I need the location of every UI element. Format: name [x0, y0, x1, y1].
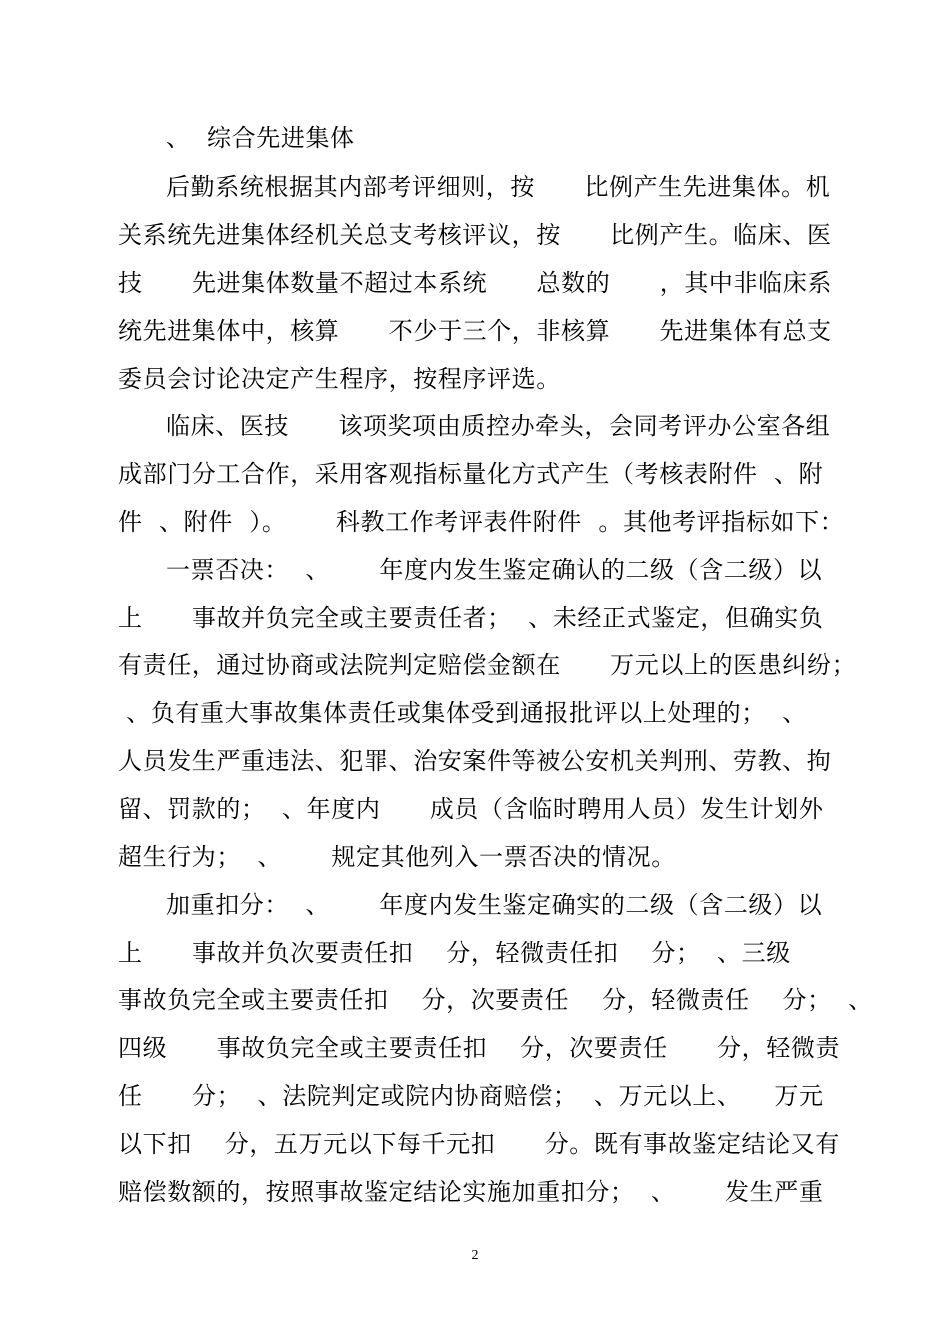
paragraph-line: 技 先进集体数量不超过本系统 总数的 ，其中非临床系	[118, 269, 832, 297]
paragraph-line: 留、罚款的； 、年度内 成员（含临时聘用人员）发生计划外	[118, 795, 824, 823]
paragraph-line: 临床、医技 该项奖项由质控办牵头，会同考评办公室各组	[166, 412, 831, 440]
paragraph-line: 以下扣 分，五万元以下每千元扣 分。既有事故鉴定结论又有	[118, 1130, 840, 1158]
paragraph-line: 上 事故并负完全或主要责任者； 、未经正式鉴定，但确实负	[118, 604, 824, 632]
paragraph-line: 统先进集体中，核算 不少于三个，非核算 先进集体有总支	[118, 317, 832, 345]
paragraph-line: 有责任，通过协商或法院判定赔偿金额在 万元以上的医患纠纷；	[118, 651, 857, 679]
paragraph-line: 、负有重大事故集体责任或集体受到通报批评以上处理的； 、	[118, 699, 807, 727]
paragraph-line: 加重扣分： 、 年度内发生鉴定确实的二级（含二级）以	[166, 891, 823, 919]
paragraph-line: 上 事故并负次要责任扣 分，轻微责任扣 分； 、三级	[118, 939, 791, 967]
paragraph-line: 委员会讨论决定产生程序，按程序评选。	[118, 365, 561, 393]
paragraph-line: 成部门分工合作，采用客观指标量化方式产生（考核表附件 、附	[118, 460, 824, 488]
paragraph-line: 一票否决： 、 年度内发生鉴定确认的二级（含二级）以	[166, 556, 823, 584]
paragraph-line: 四级 事故负完全或主要责任扣 分，次要责任 分，轻微责	[118, 1034, 841, 1062]
paragraph-line: 超生行为； 、 规定其他列入一票否决的情况。	[118, 843, 676, 871]
paragraph-line: 后勤系统根据其内部考评细则，按 比例产生先进集体。机	[166, 173, 831, 201]
paragraph-line: 关系统先进集体经机关总支考核评议，按 比例产生。临床、医	[118, 221, 832, 249]
page-number: 2	[471, 1248, 479, 1263]
paragraph-line: 赔偿数额的，按照事故鉴定结论实施加重扣分； 、 发生严重	[118, 1178, 824, 1206]
paragraph-line: 件 、附件 ）。 科教工作考评表件附件 。其他考评指标如下：	[118, 508, 845, 536]
paragraph-line: 人员发生严重违法、犯罪、治安案件等被公安机关判刑、劳教、拘	[118, 747, 832, 775]
paragraph-line: 事故负完全或主要责任扣 分，次要责任 分，轻微责任 分； 、	[118, 986, 873, 1014]
section-heading: 、 综合先进集体	[166, 124, 355, 152]
paragraph-line: 任 分； 、法院判定或院内协商赔偿； 、万元以上、 万元	[118, 1082, 824, 1110]
